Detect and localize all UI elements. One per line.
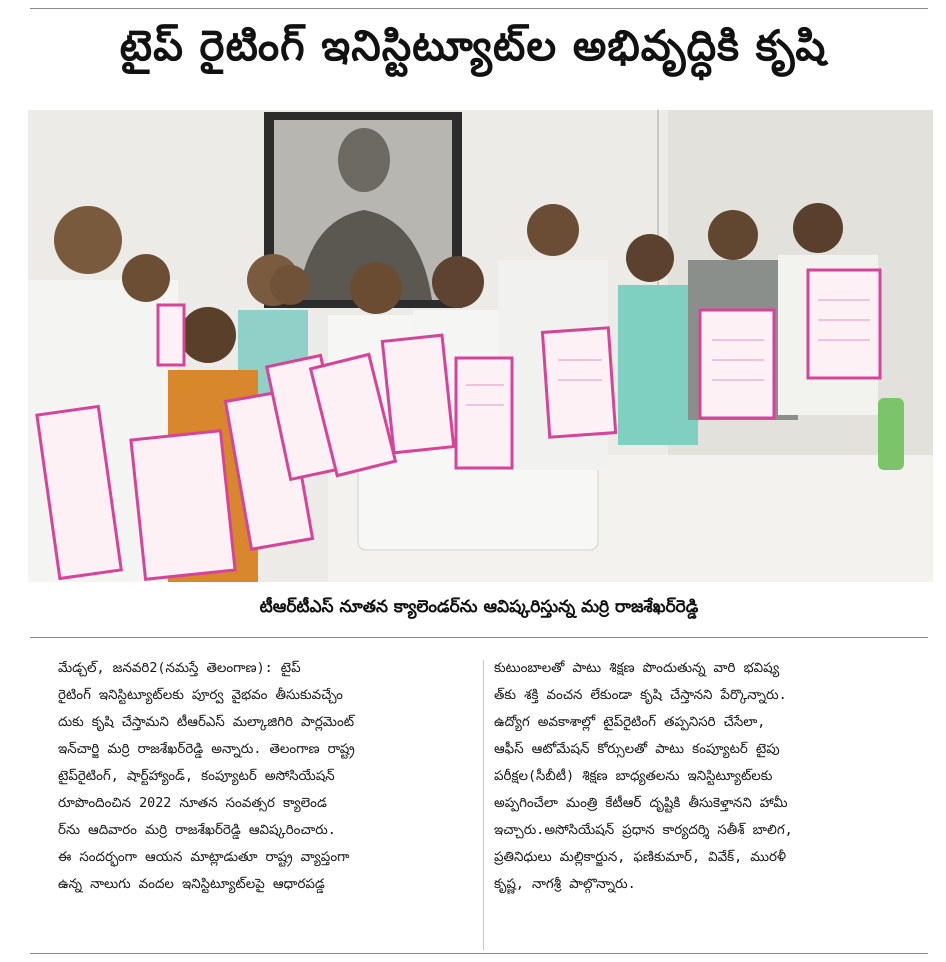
article-line: ఇన్‌చార్జి మర్రి రాజశేఖర్‌రెడ్డి అన్నారు. తెలంగాణ రాష్ట్ర bbox=[58, 742, 355, 757]
caption-rule bbox=[30, 637, 928, 638]
water-bottle bbox=[878, 398, 904, 470]
article-line: పరీక్షల(సీబీటీ) శిక్షణ బాధ్యతలను ఇనిస్టిట్యూట్‌లకు bbox=[494, 769, 773, 784]
article-line: ఆఫీస్ ఆటోమేషన్ కోర్సులతో పాటు కంప్యూటర్ టైపు bbox=[494, 742, 780, 757]
article-line: కృష్ణ, నాగశ్రీ పాల్గొన్నారు. bbox=[494, 877, 636, 892]
article-line: అప్పగించేలా మంత్రి కేటీఆర్ దృష్టికి తీసుకెళ్తానని హామీ bbox=[494, 796, 788, 811]
article-line: త్‌కు శక్తి వంచన లేకుండా కృషి చేస్తానని పేర్కొన్నారు. bbox=[494, 688, 787, 703]
photo-illustration bbox=[28, 110, 933, 582]
article-line: ఉద్యోగ అవకాశాల్లో టైప్‌రైటింగ్ తప్పనిసరి చేసేలా, bbox=[494, 715, 766, 730]
article-line: ర్‌ను ఆదివారం మర్రి రాజశేఖర్‌రెడ్డి ఆవిష్కరించారు. bbox=[58, 823, 336, 838]
article-line: దుకు కృషి చేస్తామని టీఆర్‌ఎస్ మల్కాజిగిరి పార్లమెంట్ bbox=[58, 715, 355, 730]
article-line: ఇచ్చారు.అసోసియేషన్ ప్రధాన కార్యదర్శి సతీశ్ బాలిగ, bbox=[494, 823, 793, 838]
article-line: ఉన్న నాలుగు వందల ఇనిస్టిట్యూట్‌లపై ఆధారపడ్డ bbox=[58, 877, 325, 892]
bottom-rule bbox=[30, 953, 928, 954]
article-column-right bbox=[494, 655, 909, 898]
article-line: కుటుంబాలతో పాటు శిక్షణ పొందుతున్న వారి భవిష్య bbox=[494, 661, 780, 676]
headline: టైప్ రైటింగ్ ఇనిస్టిట్యూట్‌ల అభివృద్ధికి కృషి bbox=[119, 21, 827, 70]
article-line: ఈ సందర్భంగా ఆయన మాట్లాడుతూ రాష్ట్ర వ్యాప్తంగా bbox=[58, 850, 350, 865]
photo-caption: టీఆర్‌టీఎస్ నూతన క్యాలెండర్‌ను ఆవిష్కరిస్తున్న మర్రి రాజశేఖర్‌రెడ్డి bbox=[259, 597, 699, 617]
news-photo bbox=[28, 110, 933, 582]
article-line: రైటింగ్ ఇనిస్టిట్యూట్‌లకు పూర్వ వైభవం తీసుకువచ్చేం bbox=[58, 688, 343, 703]
article-line: మేడ్చల్, జనవరి2(నమస్తే తెలంగాణ): టైప్ bbox=[58, 661, 301, 676]
article-line: ప్రతినిధులు మల్లికార్జున, ఫణికుమార్, వివేక్, మురళీ bbox=[494, 850, 787, 865]
top-rule bbox=[30, 8, 928, 9]
article-line: రూపొందించిన 2022 నూతన సంవత్సర క్యాలెండ bbox=[58, 796, 327, 811]
article-line: టైప్‌రైటింగ్, షార్ట్‌హ్యాండ్, కంప్యూటర్ అసోసియేషన్ bbox=[58, 769, 335, 784]
article-column-left bbox=[58, 655, 473, 898]
column-divider bbox=[483, 660, 484, 950]
